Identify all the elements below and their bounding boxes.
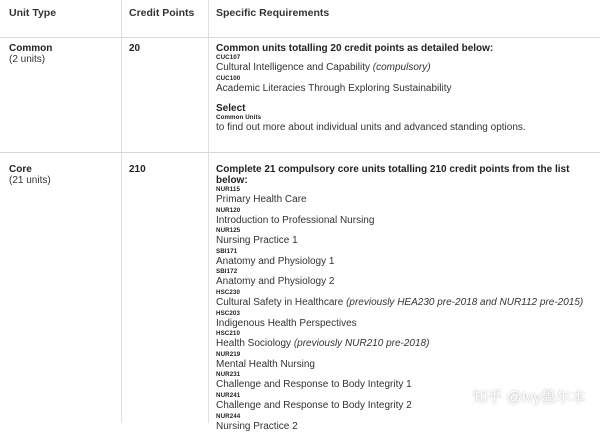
unit-name [216,194,600,207]
unit-name [216,62,600,75]
common-unit-list [216,54,600,95]
unit-name [216,276,600,289]
common-unit-type [9,43,52,65]
unit-code-link[interactable]: CUC100 [216,74,241,82]
unit-item [216,75,600,96]
unit-code-link[interactable]: NUR241 [216,391,241,399]
unit-code-link[interactable]: SBI172 [216,268,238,276]
unit-name [216,256,600,269]
watermark: 知乎 @Ivy墨尔本 [472,389,586,406]
core-unit-type [9,164,51,186]
select-description: to find out more about individual units and advanced standing options. [216,122,526,134]
unit-item [216,330,600,351]
core-type-label: Core [9,164,32,175]
unit-item [216,186,600,207]
core-heading: Complete 21 compulsory core units totalling 210 credit points from the list below: [216,164,570,186]
unit-name [216,338,600,351]
unit-title: Challenge and Response to Body Integrity 2 [216,399,412,411]
unit-item [216,207,600,228]
unit-name [216,359,600,372]
unit-code-link[interactable]: NUR115 [216,186,240,193]
unit-note: (previously NUR210 pre-2018) [293,338,430,350]
unit-item [216,268,600,289]
unit-code-link[interactable]: NUR219 [216,350,241,358]
table-header-row [0,0,600,38]
unit-name [216,215,600,228]
unit-title: Anatomy and Physiology 2 [216,276,335,288]
unit-title: Anatomy and Physiology 1 [216,255,335,267]
unit-name [216,83,600,96]
row-divider [0,152,600,153]
unit-title: Nursing Practice 2 [216,420,298,432]
unit-code-link[interactable]: NUR244 [216,412,241,420]
unit-title: Cultural Intelligence and Capability [216,62,370,73]
header-credit-points: Credit Points [129,7,195,19]
core-unit-count: (21 units) [9,175,51,186]
common-units-link[interactable]: Common Units [216,114,262,122]
unit-title: Nursing Practice 1 [216,235,298,247]
unit-title: Introduction to Professional Nursing [216,214,375,226]
unit-name [216,297,600,310]
unit-code-link[interactable]: HSC210 [216,330,240,338]
unit-title: Challenge and Response to Body Integrity 1 [216,379,412,391]
unit-note: (previously HEA230 pre-2018 and NUR112 pre-2015) [346,296,584,308]
header-unit-type: Unit Type [9,7,57,19]
common-credit-points: 20 [129,43,141,54]
common-heading: Common units totalling 20 credit points as detailed below: [216,43,494,54]
unit-code-link[interactable]: NUR231 [216,371,241,379]
unit-code-link[interactable]: NUR125 [216,227,241,235]
unit-code-link[interactable]: HSC230 [216,288,240,296]
common-requirements [216,43,600,135]
common-type-label: Common [9,43,53,54]
unit-item [216,54,600,75]
unit-item [216,248,600,269]
unit-title: Mental Health Nursing [216,358,315,370]
unit-title: Cultural Safety in Healthcare [216,296,344,308]
column-divider [208,0,209,423]
unit-code-link[interactable]: NUR120 [216,206,241,214]
unit-code-link[interactable]: CUC107 [216,54,241,61]
unit-note: (compulsory) [372,62,431,73]
unit-title: Indigenous Health Perspectives [216,317,357,329]
unit-name [216,318,600,331]
unit-title: Health Sociology [216,338,292,350]
unit-item [216,289,600,310]
select-label: Select [216,103,246,115]
column-divider [121,0,122,423]
header-specific-requirements: Specific Requirements [216,7,330,19]
core-credit-points: 210 [129,164,146,175]
unit-title: Academic Literacies Through Exploring Sustainability [216,82,452,94]
unit-item [216,351,600,372]
unit-title: Primary Health Care [216,194,307,205]
unit-name [216,421,600,433]
unit-item [216,310,600,331]
unit-code-link[interactable]: HSC203 [216,309,240,317]
common-unit-count: (2 units) [9,54,46,65]
unit-code-link[interactable]: SBI171 [216,247,238,255]
unit-item [216,227,600,248]
unit-name [216,235,600,248]
